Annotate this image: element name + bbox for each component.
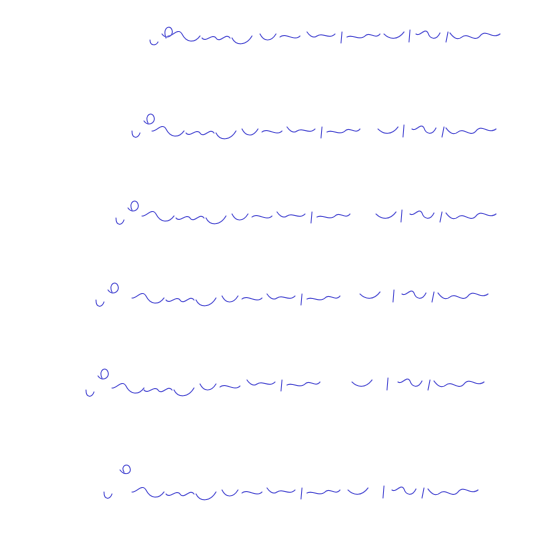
handwriting-strokes (0, 354, 547, 414)
handwritten-line-3 (0, 186, 547, 246)
handwriting-strokes (0, 270, 547, 330)
handwritten-line-4 (0, 270, 547, 330)
handwriting-strokes (0, 14, 547, 74)
handwritten-line-1 (0, 14, 547, 74)
handwritten-line-6 (0, 458, 547, 518)
handwriting-strokes (0, 186, 547, 246)
handwritten-line-2 (0, 103, 547, 163)
handwriting-strokes (0, 458, 547, 518)
handwriting-strokes (0, 103, 547, 163)
handwritten-line-5 (0, 354, 547, 414)
